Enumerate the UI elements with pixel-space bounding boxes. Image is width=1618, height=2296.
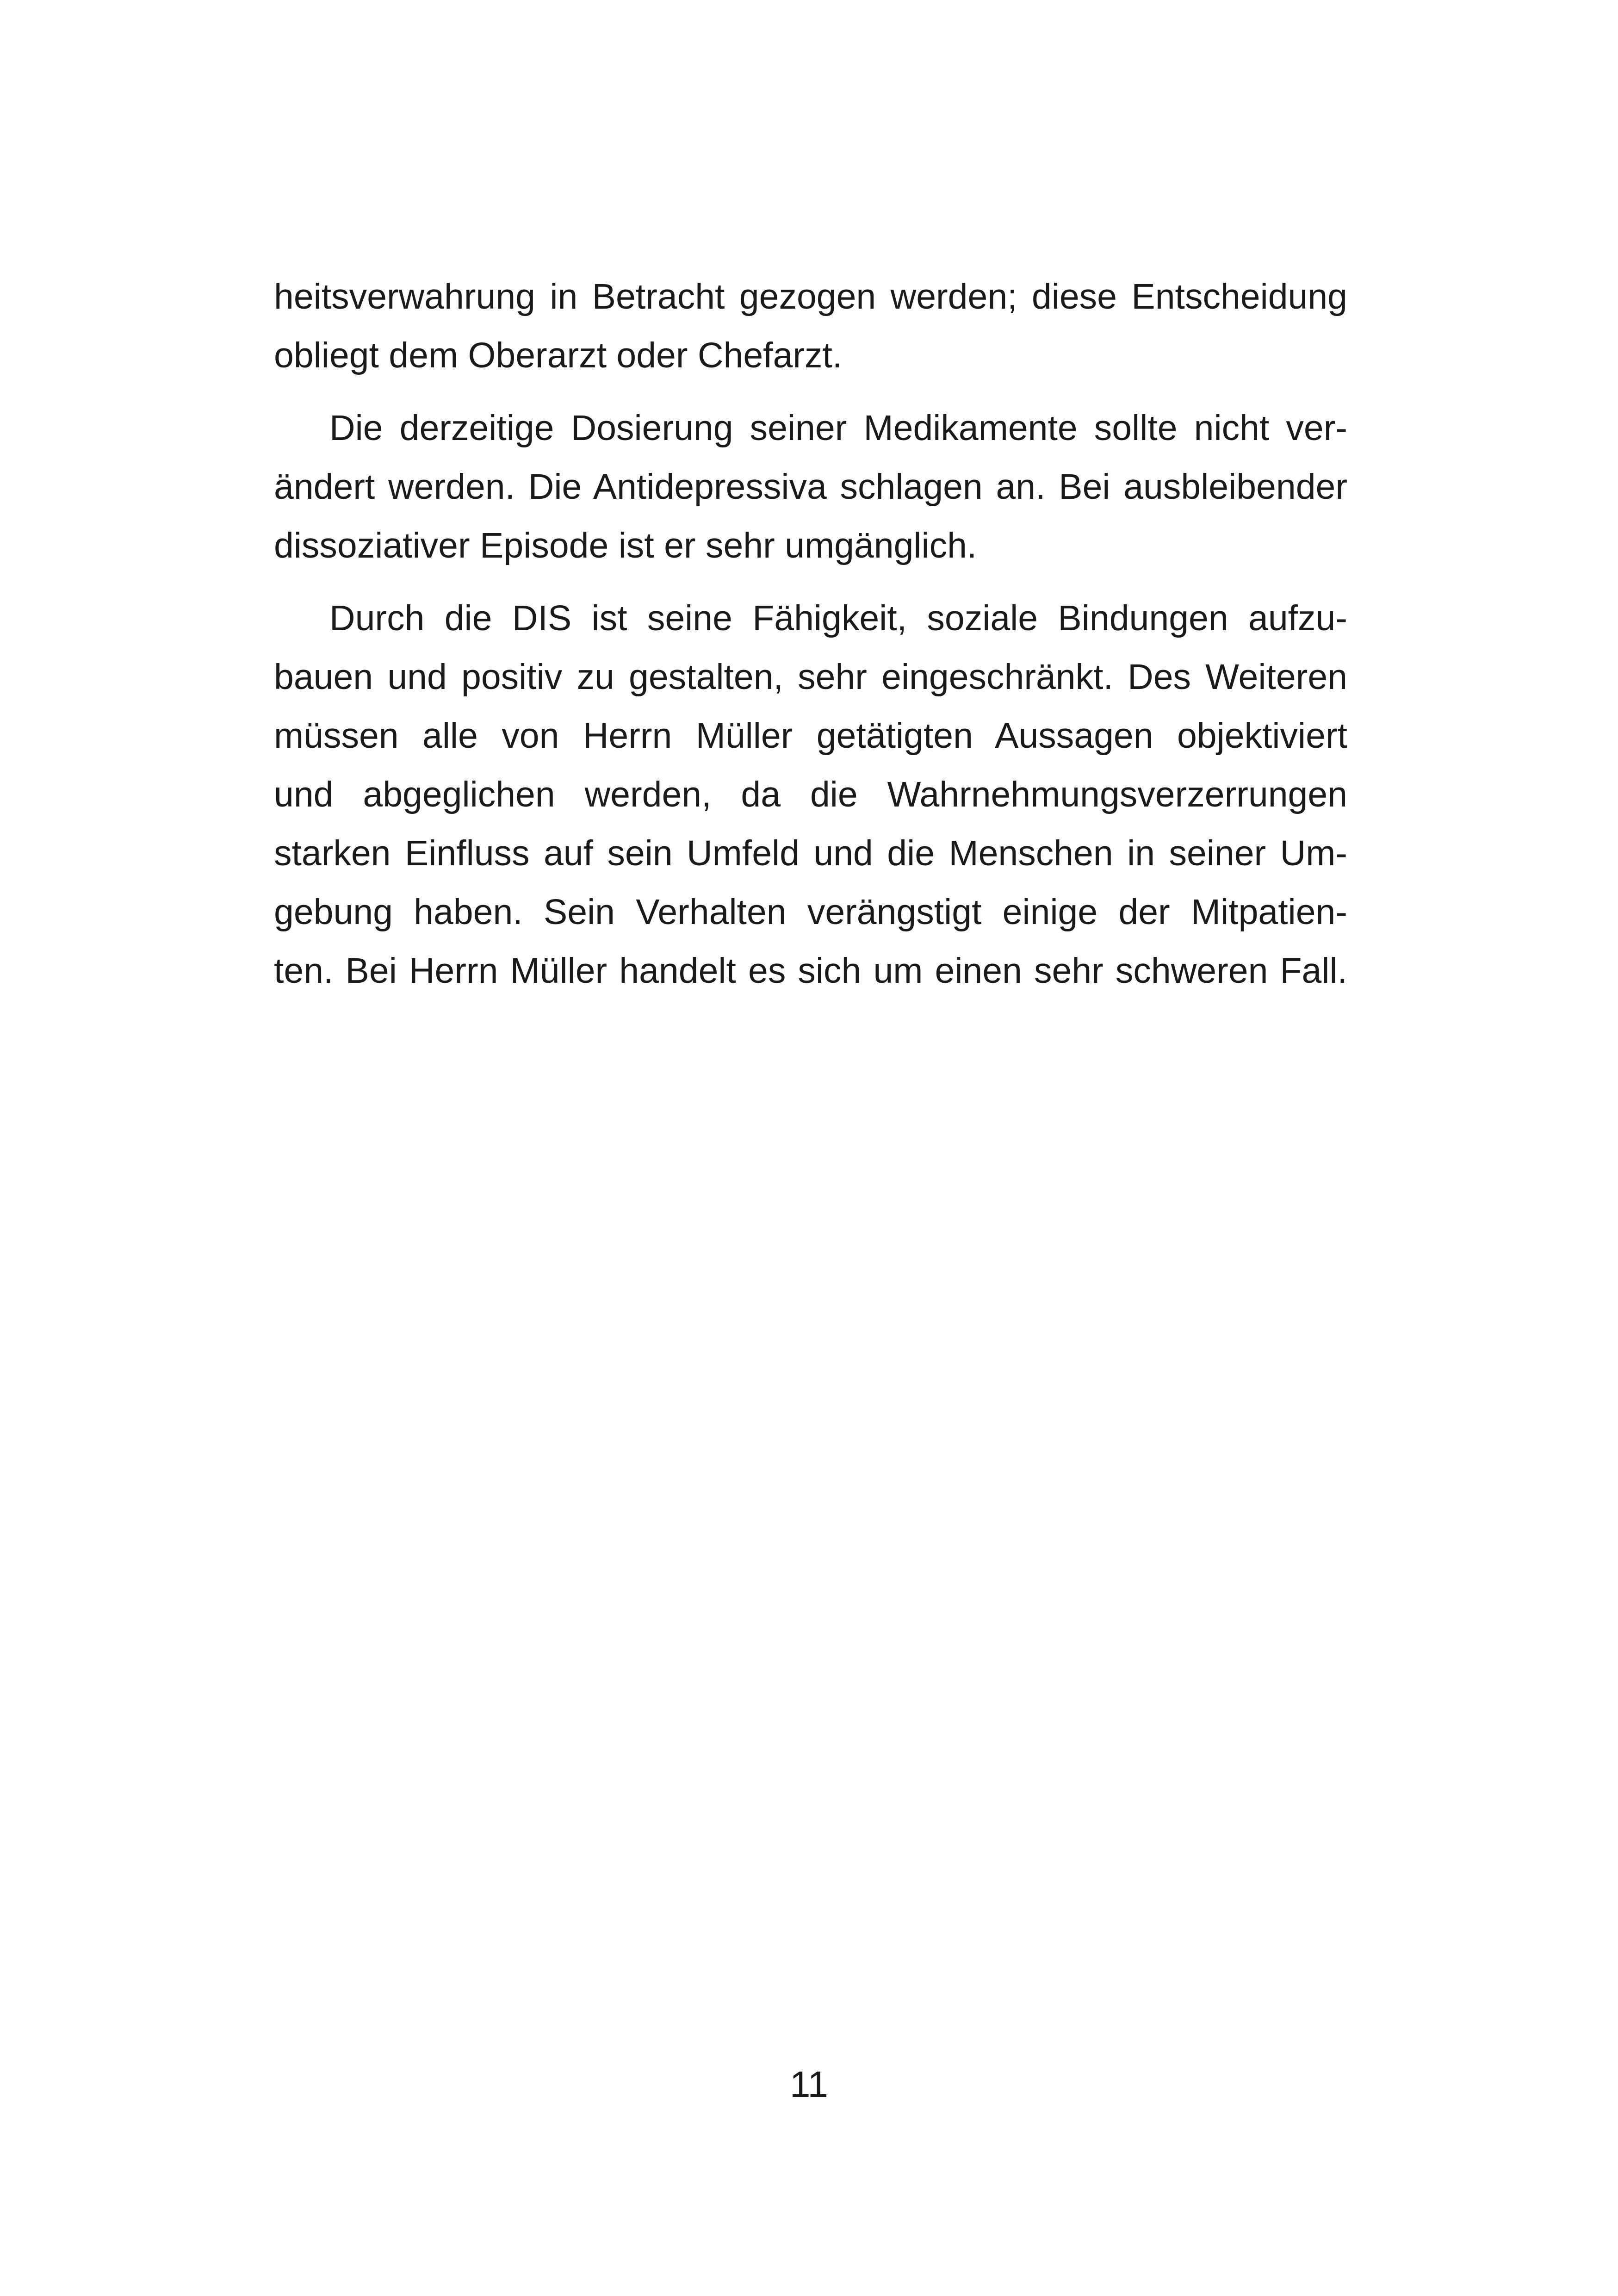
text-line: müssen alle von Herrn Müller getätigten Aussagen objektiviert	[274, 716, 1347, 756]
text-line: dissoziativer Episode ist er sehr umgänglich.	[274, 526, 977, 565]
text-line: Die derzeitige Dosierung seiner Medikamente sollte nicht ver-	[329, 408, 1347, 448]
text-line: und abgeglichen werden, da die Wahrnehmungsverzerrungen	[274, 775, 1347, 814]
paragraph-2	[274, 399, 1347, 575]
body-text	[274, 267, 1347, 1000]
paragraph-3	[274, 589, 1347, 1000]
text-line: gebung haben. Sein Verhalten verängstigt einige der Mitpatien-	[274, 892, 1347, 932]
text-line: heitsverwahrung in Betracht gezogen werden; diese Entscheidung	[274, 277, 1347, 316]
text-line: Durch die DIS ist seine Fähigkeit, soziale Bindungen aufzu-	[329, 598, 1347, 638]
text-line: starken Einfluss auf sein Umfeld und die Menschen in seiner Um-	[274, 833, 1347, 873]
text-line: ten. Bei Herrn Müller handelt es sich um einen sehr schweren Fall.	[274, 951, 1347, 991]
text-line: bauen und positiv zu gestalten, sehr eingeschränkt. Des Weiteren	[274, 657, 1347, 697]
paragraph-1	[274, 267, 1347, 385]
text-line: ändert werden. Die Antidepressiva schlagen an. Bei ausbleibender	[274, 467, 1347, 507]
page-number: 11	[789, 2064, 829, 2105]
text-line: obliegt dem Oberarzt oder Chefarzt.	[274, 335, 843, 375]
